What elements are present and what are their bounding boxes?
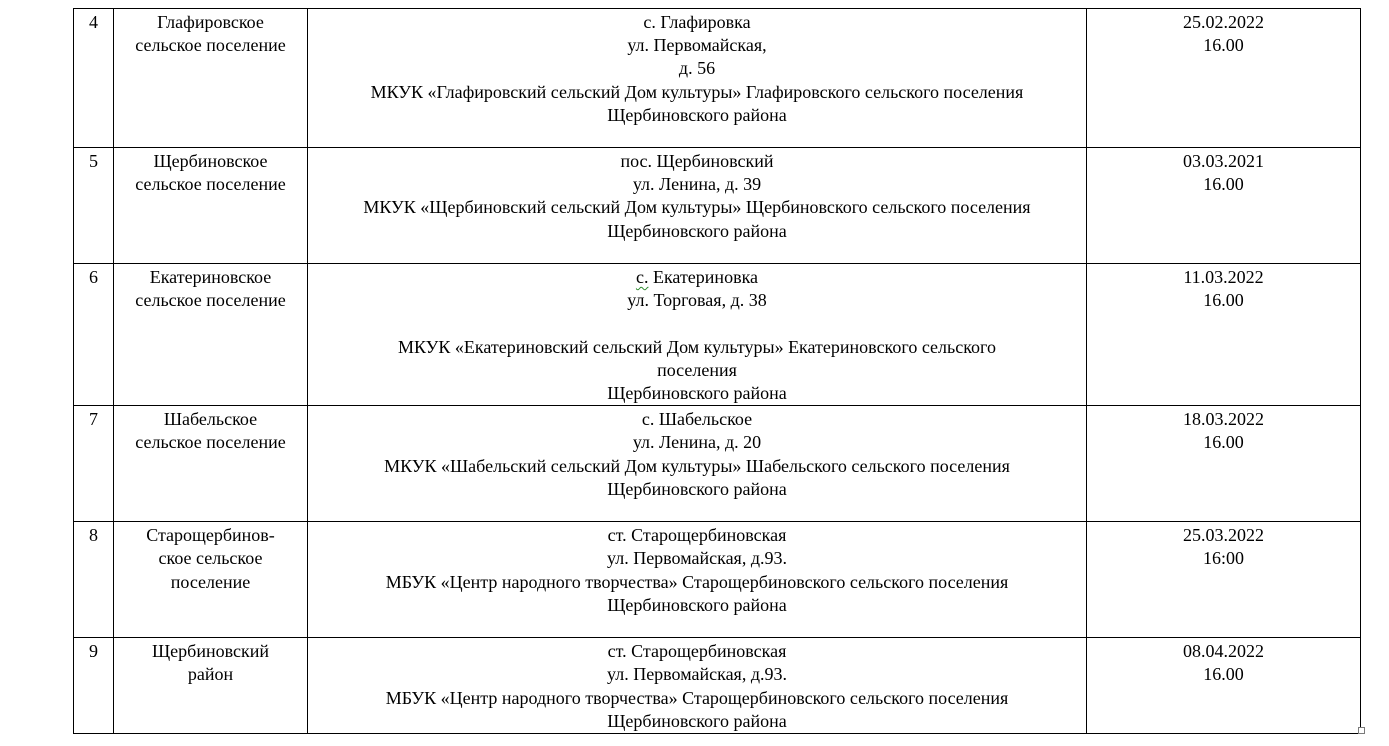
settlement-name-line: Екатериновское bbox=[149, 267, 272, 287]
table-row bbox=[74, 148, 1361, 264]
settlement-name-line: сельское поселение bbox=[135, 174, 286, 195]
venue-name-line: МКУК «Глафировский сельский Дом культуры» Глафировского сельского поселения bbox=[370, 81, 1024, 102]
settlement-name-line: сельское поселение bbox=[135, 290, 286, 311]
datetime-cell bbox=[1087, 522, 1361, 638]
venue-name-line: МКУК «Щербиновский сельский Дом культуры» Щербиновского сельского поселения bbox=[363, 197, 1031, 218]
row-number: 4 bbox=[89, 12, 98, 32]
locality: с. Шабельское bbox=[641, 409, 753, 430]
row-number: 8 bbox=[89, 525, 98, 546]
row-number: 6 bbox=[89, 267, 98, 287]
locality: пос. Щербиновский bbox=[620, 151, 774, 171]
table-row bbox=[74, 638, 1361, 734]
settlement-cell bbox=[114, 148, 308, 264]
street-line: ул. Первомайская, bbox=[627, 35, 767, 56]
table-row bbox=[74, 9, 1361, 148]
venue-cell bbox=[308, 148, 1087, 264]
empty-line bbox=[312, 312, 1082, 335]
row-number-cell bbox=[74, 264, 114, 406]
date: 11.03.2022 bbox=[1183, 267, 1264, 287]
settlement-name-line: ское сельское bbox=[158, 548, 263, 569]
time: 16.00 bbox=[1203, 290, 1244, 311]
settlement-cell bbox=[114, 638, 308, 734]
venue-name-line: МКУК «Шабельский сельский Дом культуры» Шабельского сельского поселения bbox=[384, 455, 1010, 476]
venue-cell bbox=[308, 406, 1087, 522]
venue-name-line: МБУК «Центр народного творчества» Старощербиновского сельского поселения bbox=[385, 571, 1009, 592]
venue-cell bbox=[308, 522, 1087, 638]
row-number-cell bbox=[74, 522, 114, 638]
street-line: д. 56 bbox=[678, 58, 716, 79]
datetime-cell bbox=[1087, 148, 1361, 264]
row-number-cell bbox=[74, 406, 114, 522]
venue-name-line: поселения bbox=[657, 359, 737, 380]
district: Щербиновского района bbox=[607, 594, 787, 615]
settlement-name-line: Щербиновское bbox=[153, 151, 268, 171]
venue-cell bbox=[308, 9, 1087, 148]
venue-name-line: МБУК «Центр народного творчества» Старощербиновского сельского поселения bbox=[385, 687, 1009, 708]
settlement-name-line: Щербиновский bbox=[152, 641, 269, 662]
settlement-cell bbox=[114, 264, 308, 406]
venue-name-line: МКУК «Екатериновский сельский Дом культуры» Екатериновского сельского bbox=[398, 336, 996, 357]
settlement-name-line: Глафировское bbox=[157, 12, 264, 32]
date: 03.03.2021 bbox=[1183, 151, 1264, 171]
table-row bbox=[74, 264, 1361, 406]
street-line: ул. Ленина, д. 20 bbox=[632, 432, 762, 453]
time: 16:00 bbox=[1202, 548, 1244, 569]
locality: ст. Старощербиновская bbox=[607, 525, 787, 546]
district: Щербиновского района bbox=[607, 104, 787, 125]
district: Щербиновского района bbox=[607, 710, 787, 731]
time: 16.00 bbox=[1203, 35, 1244, 56]
street-line: ул. Первомайская, д.93. bbox=[607, 548, 787, 569]
row-number-cell bbox=[74, 148, 114, 264]
table-row bbox=[74, 522, 1361, 638]
district: Щербиновского района bbox=[607, 383, 787, 403]
settlement-name-line: район bbox=[187, 664, 234, 685]
locality bbox=[312, 266, 1082, 289]
venue-cell bbox=[308, 638, 1087, 734]
street-line: ул. Торговая, д. 38 bbox=[627, 290, 767, 311]
settlement-name-line: Старощербинов- bbox=[146, 525, 275, 546]
venue-cell bbox=[308, 264, 1087, 406]
street-line: ул. Первомайская, д.93. bbox=[607, 664, 787, 685]
locality: ст. Старощербиновская bbox=[607, 641, 787, 662]
date: 25.03.2022 bbox=[1183, 525, 1264, 546]
settlement-cell bbox=[114, 9, 308, 148]
settlement-name-line: сельское поселение bbox=[135, 432, 286, 453]
spellcheck-marked-word: с. bbox=[635, 267, 649, 287]
locality-name: Екатериновка bbox=[652, 267, 759, 287]
datetime-cell bbox=[1087, 9, 1361, 148]
row-number: 5 bbox=[89, 151, 98, 171]
time: 16.00 bbox=[1203, 664, 1244, 685]
date: 18.03.2022 bbox=[1183, 409, 1264, 430]
schedule-table bbox=[73, 8, 1361, 734]
row-number: 7 bbox=[89, 409, 98, 430]
settlement-name-line: сельское поселение bbox=[135, 35, 286, 56]
settlement-cell bbox=[114, 406, 308, 522]
locality: с. Глафировка bbox=[643, 12, 751, 32]
table-resize-handle[interactable] bbox=[1358, 727, 1365, 734]
settlement-cell bbox=[114, 522, 308, 638]
settlement-name-line: поселение bbox=[170, 571, 251, 592]
street-line: ул. Ленина, д. 39 bbox=[632, 174, 762, 195]
settlement-name-line: Шабельское bbox=[163, 409, 258, 430]
time: 16.00 bbox=[1203, 432, 1244, 453]
district: Щербиновского района bbox=[607, 220, 787, 241]
district: Щербиновского района bbox=[607, 478, 787, 499]
table-row bbox=[74, 406, 1361, 522]
date: 25.02.2022 bbox=[1183, 12, 1264, 32]
row-number: 9 bbox=[89, 641, 98, 662]
row-number-cell bbox=[74, 638, 114, 734]
row-number-cell bbox=[74, 9, 114, 148]
time: 16.00 bbox=[1203, 174, 1244, 195]
datetime-cell bbox=[1087, 264, 1361, 406]
datetime-cell bbox=[1087, 638, 1361, 734]
date: 08.04.2022 bbox=[1183, 641, 1264, 662]
datetime-cell bbox=[1087, 406, 1361, 522]
